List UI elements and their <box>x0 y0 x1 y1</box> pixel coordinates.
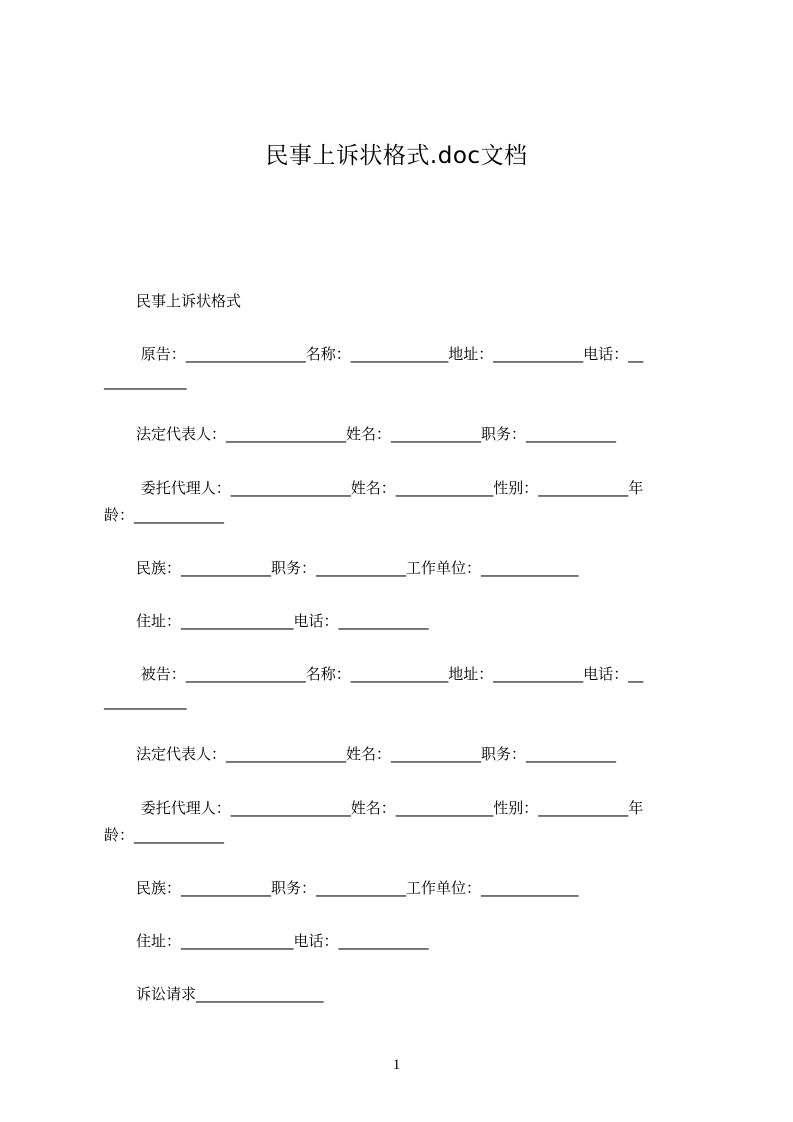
plaintiff-line-continued: ___________ <box>104 372 187 390</box>
defendant-line-continued: ___________ <box>104 692 187 710</box>
plaintiff-legal-representative-line: 法定代表人：________________姓名：____________职务：____________ <box>136 425 617 443</box>
litigation-request-line: 诉讼请求_________________ <box>136 985 324 1003</box>
defendant-address-line: 住址：_______________电话：____________ <box>136 932 429 950</box>
defendant-legal-representative-line: 法定代表人：________________姓名：____________职务：____________ <box>136 745 617 763</box>
defendant-line: 被告：________________名称：_____________地址：____________电话：__ <box>136 665 644 683</box>
section-heading: 民事上诉状格式 <box>136 292 242 310</box>
defendant-ethnicity-line: 民族：____________职务：____________工作单位：_____________ <box>136 879 579 897</box>
defendant-agent-age-line: 龄：____________ <box>104 826 225 844</box>
plaintiff-ethnicity-line: 民族：____________职务：____________工作单位：_____________ <box>136 559 579 577</box>
defendant-agent-line: 委托代理人：________________姓名：_____________性别：____________年 <box>136 799 644 817</box>
page-number: 1 <box>392 1057 401 1073</box>
plaintiff-line: 原告：________________名称：_____________地址：____________电话：__ <box>136 345 644 363</box>
plaintiff-agent-age-line: 龄：____________ <box>104 506 225 524</box>
plaintiff-agent-line: 委托代理人：________________姓名：_____________性别：____________年 <box>136 479 644 497</box>
plaintiff-address-line: 住址：_______________电话：____________ <box>136 612 429 630</box>
document-title: 民事上诉状格式.doc文档 <box>265 143 528 169</box>
